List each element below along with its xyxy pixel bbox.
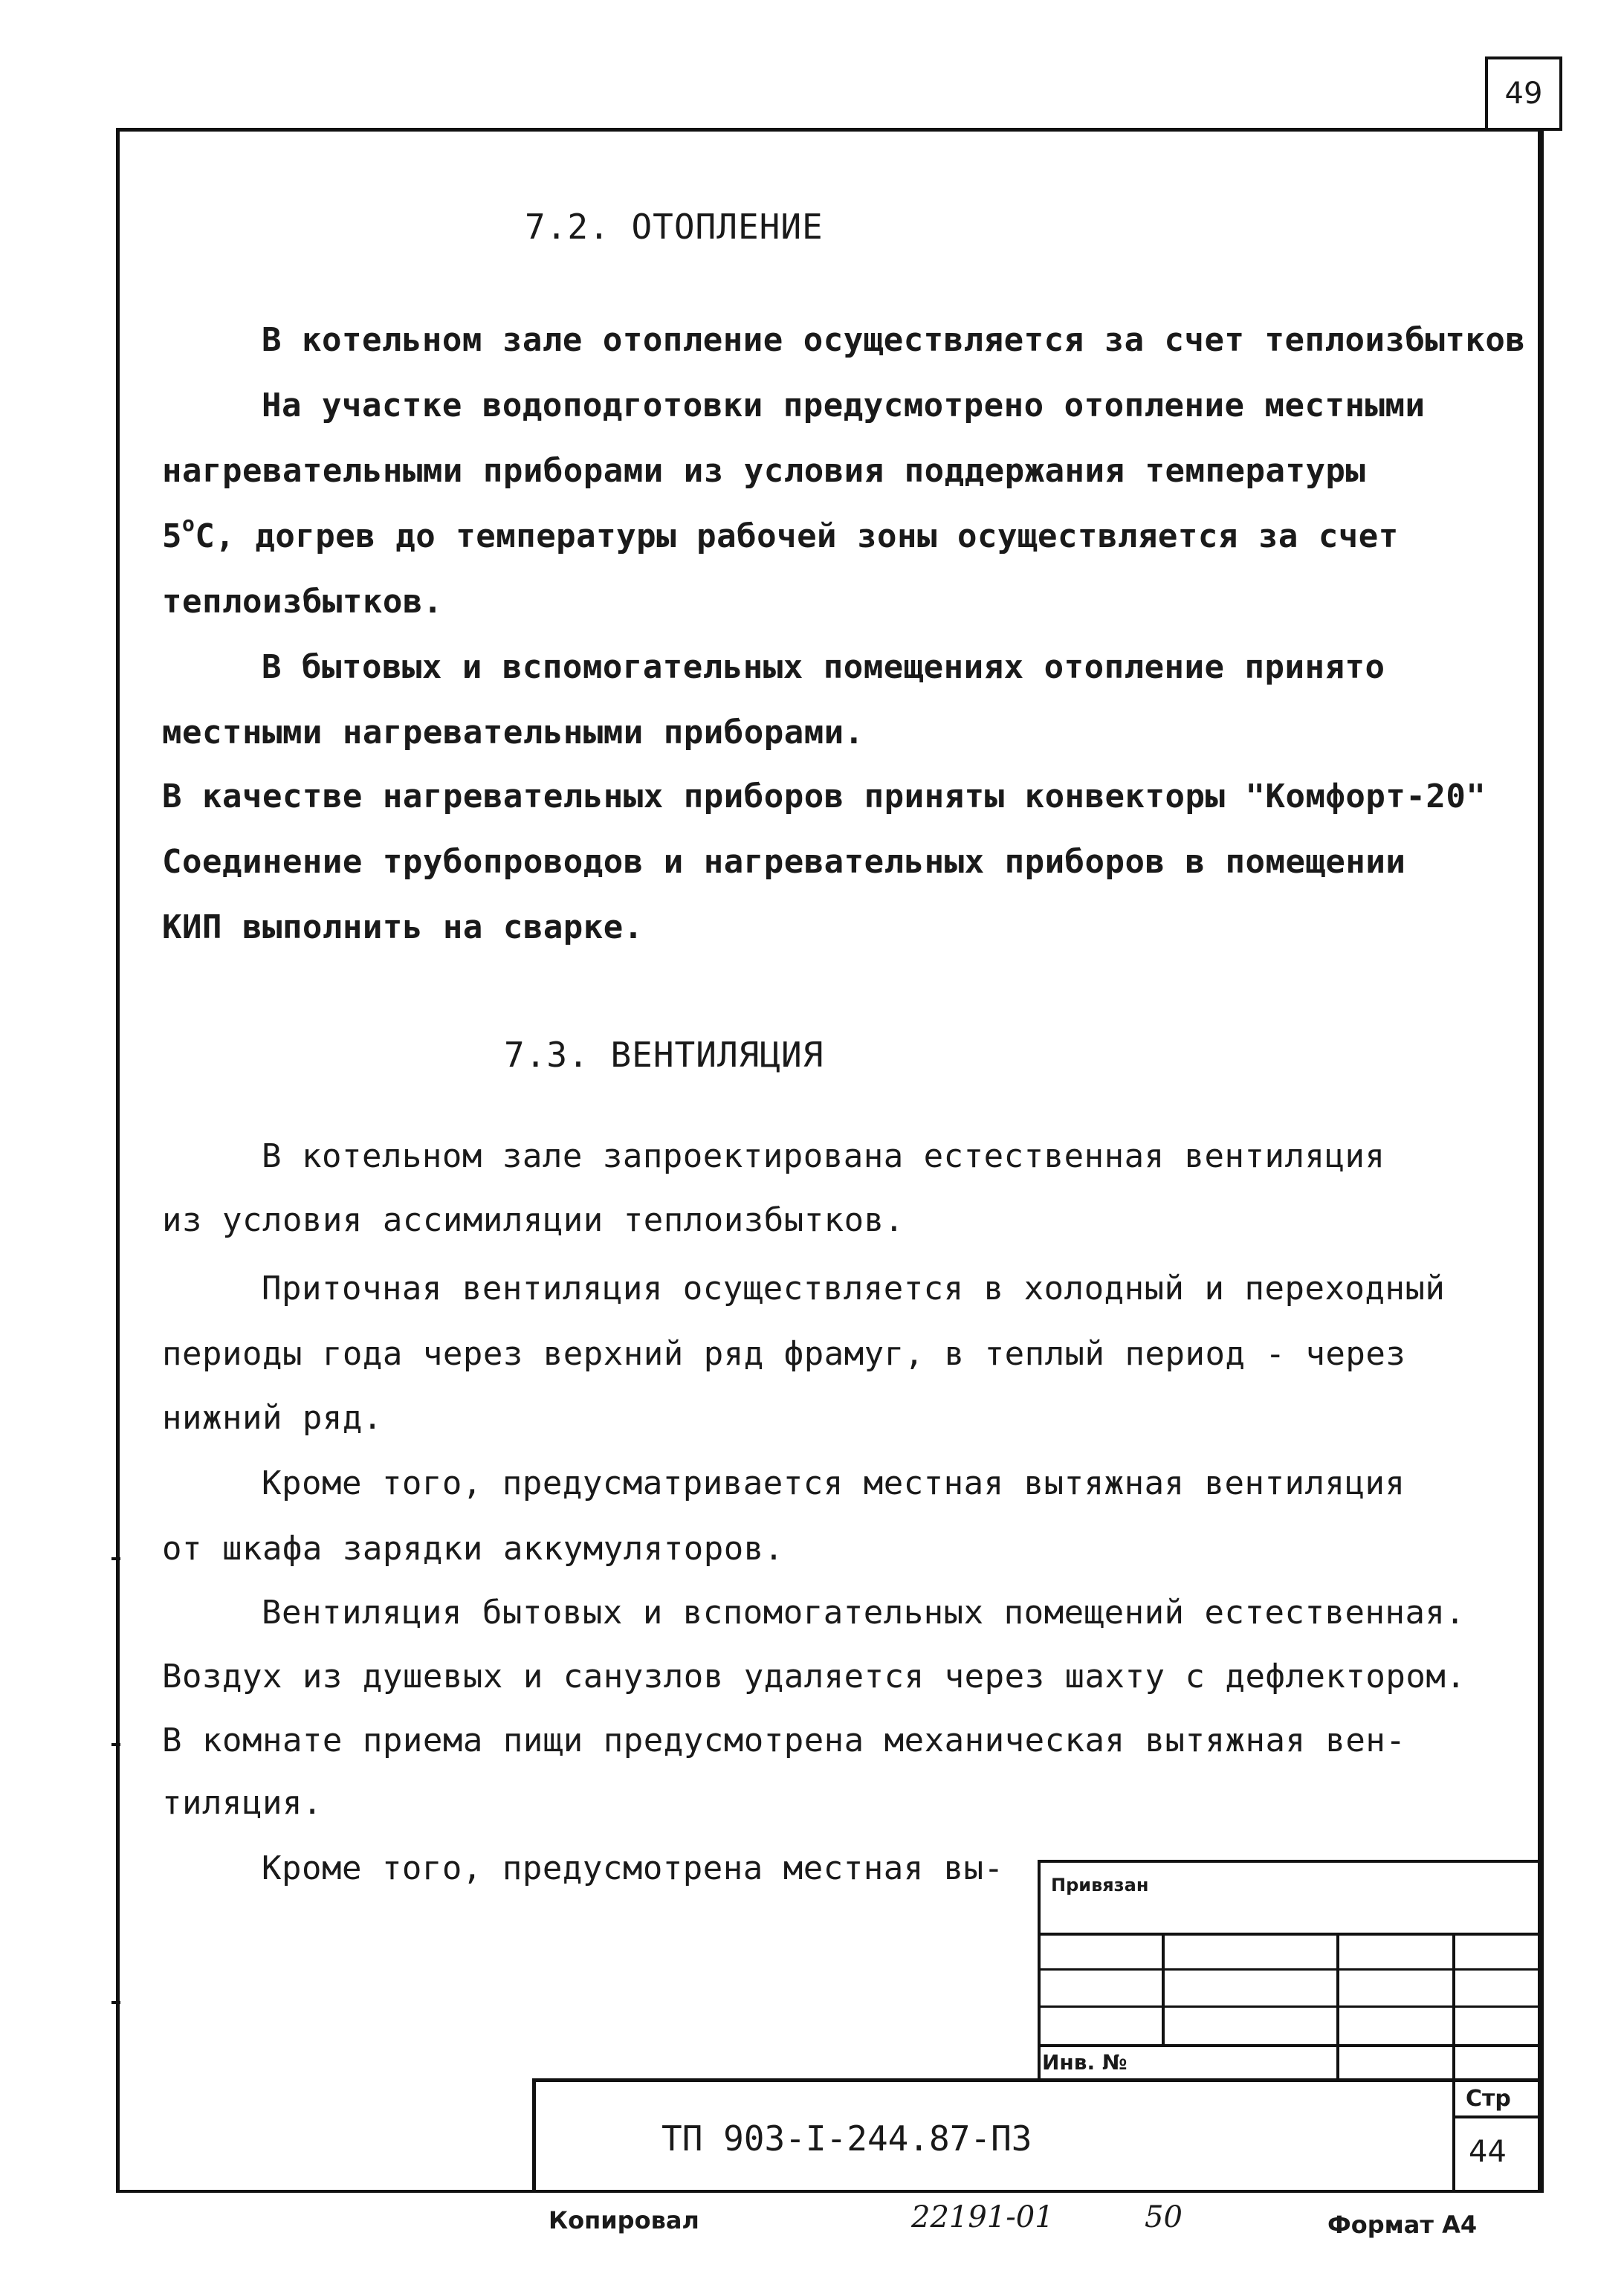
heading-heating: 7.2. ОТОПЛЕНИЕ: [525, 207, 824, 247]
margin-tick: [111, 1557, 120, 1560]
text-line: В комнате приема пищи предусмотрена механическая вытяжная вен-: [162, 1722, 1406, 1759]
text-line: КИП выполнить на сварке.: [162, 908, 644, 946]
sheet-number: 49: [1504, 77, 1543, 111]
text-line: В котельном зале запроектирована естественная вентиляция: [262, 1137, 1385, 1175]
tb-border: [1038, 1968, 1540, 1971]
inv-label: Инв. №: [1042, 2050, 1128, 2075]
text-line: Кроме того, предусмотрена местная вы-: [262, 1849, 1004, 1887]
margin-tick: [111, 2001, 120, 2004]
text-line: нижний ряд.: [162, 1399, 383, 1437]
sheet-number-box: [1485, 56, 1562, 131]
attached-label: Привязан: [1051, 1875, 1149, 1895]
tb-border: [532, 2078, 536, 2193]
text-line: Соединение трубопроводов и нагревательных приборов в помещении: [162, 843, 1406, 881]
sheet-number-footer: 50: [1145, 2200, 1183, 2234]
tb-border: [1336, 1933, 1339, 2078]
margin-tick: [111, 1743, 120, 1746]
text-line: местными нагревательными приборами.: [162, 714, 864, 751]
heading-ventilation: 7.3. ВЕНТИЛЯЦИЯ: [504, 1035, 824, 1075]
order-number: 22191-01: [911, 2200, 1054, 2234]
format-label: Формат А4: [1327, 2211, 1478, 2239]
text-line: Воздух из душевых и санузлов удаляется через шахту с дефлектором.: [162, 1658, 1466, 1696]
text-line: теплоизбытков.: [162, 583, 443, 621]
text-line: В котельном зале отопление осуществляется за счет теплоизбытков: [262, 321, 1526, 359]
text-line-rest: С, догрев до температуры рабочей зоны осуществляется за счет: [195, 517, 1399, 555]
page-label: Стр: [1466, 2086, 1511, 2112]
frame-edge: [1540, 128, 1544, 2193]
text-line-temperature: [162, 511, 1399, 555]
text-line: В качестве нагревательных приборов приняты конвекторы "Комфорт-20": [162, 778, 1486, 815]
copied-label: Копировал: [549, 2206, 699, 2234]
text-line: из условия ассимиляции теплоизбытков.: [162, 1201, 905, 1239]
tb-border: [1038, 1860, 1540, 1863]
page-value: 44: [1469, 2135, 1507, 2169]
document-code: ТП 903-I-244.87-ПЗ: [661, 2118, 1032, 2159]
tb-border: [1162, 1933, 1165, 2046]
tb-border: [1038, 2044, 1540, 2047]
text-line: тиляция.: [162, 1784, 323, 1822]
tb-border: [1038, 1933, 1540, 1936]
text-line: Приточная вентиляция осуществляется в холодный и переходный: [262, 1270, 1446, 1308]
tb-border: [1452, 1933, 1455, 2193]
text-line: Кроме того, предусматривается местная вытяжная вентиляция: [262, 1464, 1405, 1502]
text-line: от шкафа зарядки аккумуляторов.: [162, 1530, 784, 1568]
text-line: На участке водоподготовки предусмотрено отопление местными: [262, 387, 1426, 424]
tb-border: [532, 2078, 1540, 2082]
text-line: В бытовых и вспомогательных помещениях отопление принято: [262, 648, 1385, 686]
tb-border: [1038, 2005, 1540, 2008]
temp-value: 5: [162, 517, 182, 555]
text-line: Вентиляция бытовых и вспомогательных помещений естественная.: [262, 1594, 1466, 1632]
text-line: нагревательными приборами из условия поддержания температуры: [162, 452, 1366, 490]
text-line: периоды года через верхний ряд фрамуг, в теплый период - через: [162, 1335, 1406, 1373]
tb-border: [1452, 2115, 1540, 2118]
temp-degree: o: [182, 511, 195, 536]
